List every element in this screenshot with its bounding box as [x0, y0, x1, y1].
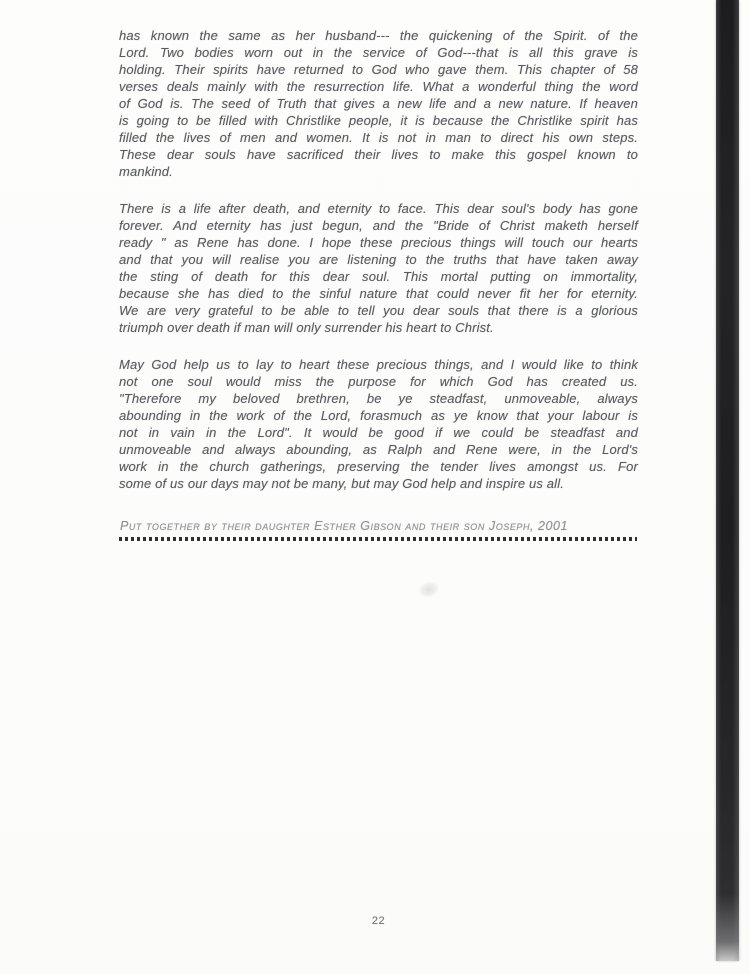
text-line: These dear souls have sacrificed their lives to make this gospel known to — [119, 147, 638, 162]
text-line: May God help us to lay to heart these precious things, and I would like to think — [119, 357, 638, 372]
text-line: because she has died to the sinful nature that could never fit her for eternity. — [119, 286, 638, 301]
text-line: triumph over death if man will only surrender his heart to Christ. — [119, 320, 494, 335]
text-line: verses deals mainly with the resurrection life. What a wonderful thing the word — [119, 79, 638, 94]
text-line: Lord. Two bodies worn out in the service of God---that is all this grave is — [119, 45, 638, 60]
text-line: some of us our days may not be many, but may God help and inspire us all. — [119, 476, 564, 491]
paragraph — [119, 200, 638, 336]
dotted-divider — [119, 537, 637, 541]
text-line: abounding in the work of the Lord, forasmuch as ye know that your labour is — [119, 408, 638, 423]
text-line: holding. Their spirits have returned to God who gave them. This chapter of 58 — [119, 62, 638, 77]
text-line: of God is. The seed of Truth that gives a new life and a new nature. If heaven — [119, 96, 638, 111]
text-line: mankind. — [119, 164, 173, 179]
paragraph — [119, 356, 638, 492]
text-line: work in the church gatherings, preserving the tender lives amongst us. For — [119, 459, 638, 474]
text-line: ready " as Rene has done. I hope these precious things will touch our hearts — [119, 235, 638, 250]
text-line: We are very grateful to be able to tell you dear souls that there is a glorious — [119, 303, 638, 318]
text-line: and that you will realise you are listening to the truths that have taken away — [119, 252, 638, 267]
attribution-line: Put together by their daughter Esther Gibson and their son Joseph, 2001 — [120, 519, 569, 533]
text-line: "Therefore my beloved brethren, be ye steadfast, unmoveable, always — [119, 391, 638, 406]
text-line: the sting of death for this dear soul. This mortal putting on immortality, — [119, 269, 638, 284]
text-line: There is a life after death, and eternity to face. This dear soul's body has gone — [119, 201, 638, 216]
text-line: has known the same as her husband--- the quickening of the Spirit. of the — [119, 28, 638, 43]
scan-smudge — [417, 579, 441, 599]
scan-artifact-bar — [716, 0, 739, 961]
text-line: filled the lives of men and women. It is not in man to direct his own steps. — [119, 130, 638, 145]
paragraph — [119, 27, 638, 180]
text-line: unmoveable and always abounding, as Ralph and Rene were, in the Lord's — [119, 442, 638, 457]
text-line: forever. And eternity has just begun, and the "Bride of Christ maketh herself — [119, 218, 638, 233]
text-line: not in vain in the Lord". It would be good if we could be steadfast and — [119, 425, 638, 440]
page-number: 22 — [371, 915, 386, 927]
body-text-block — [119, 27, 638, 492]
text-line: not one soul would miss the purpose for which God has created us. — [119, 374, 638, 389]
text-line: is going to be filled with Christlike people, it is because the Christlike spirit has — [119, 113, 638, 128]
